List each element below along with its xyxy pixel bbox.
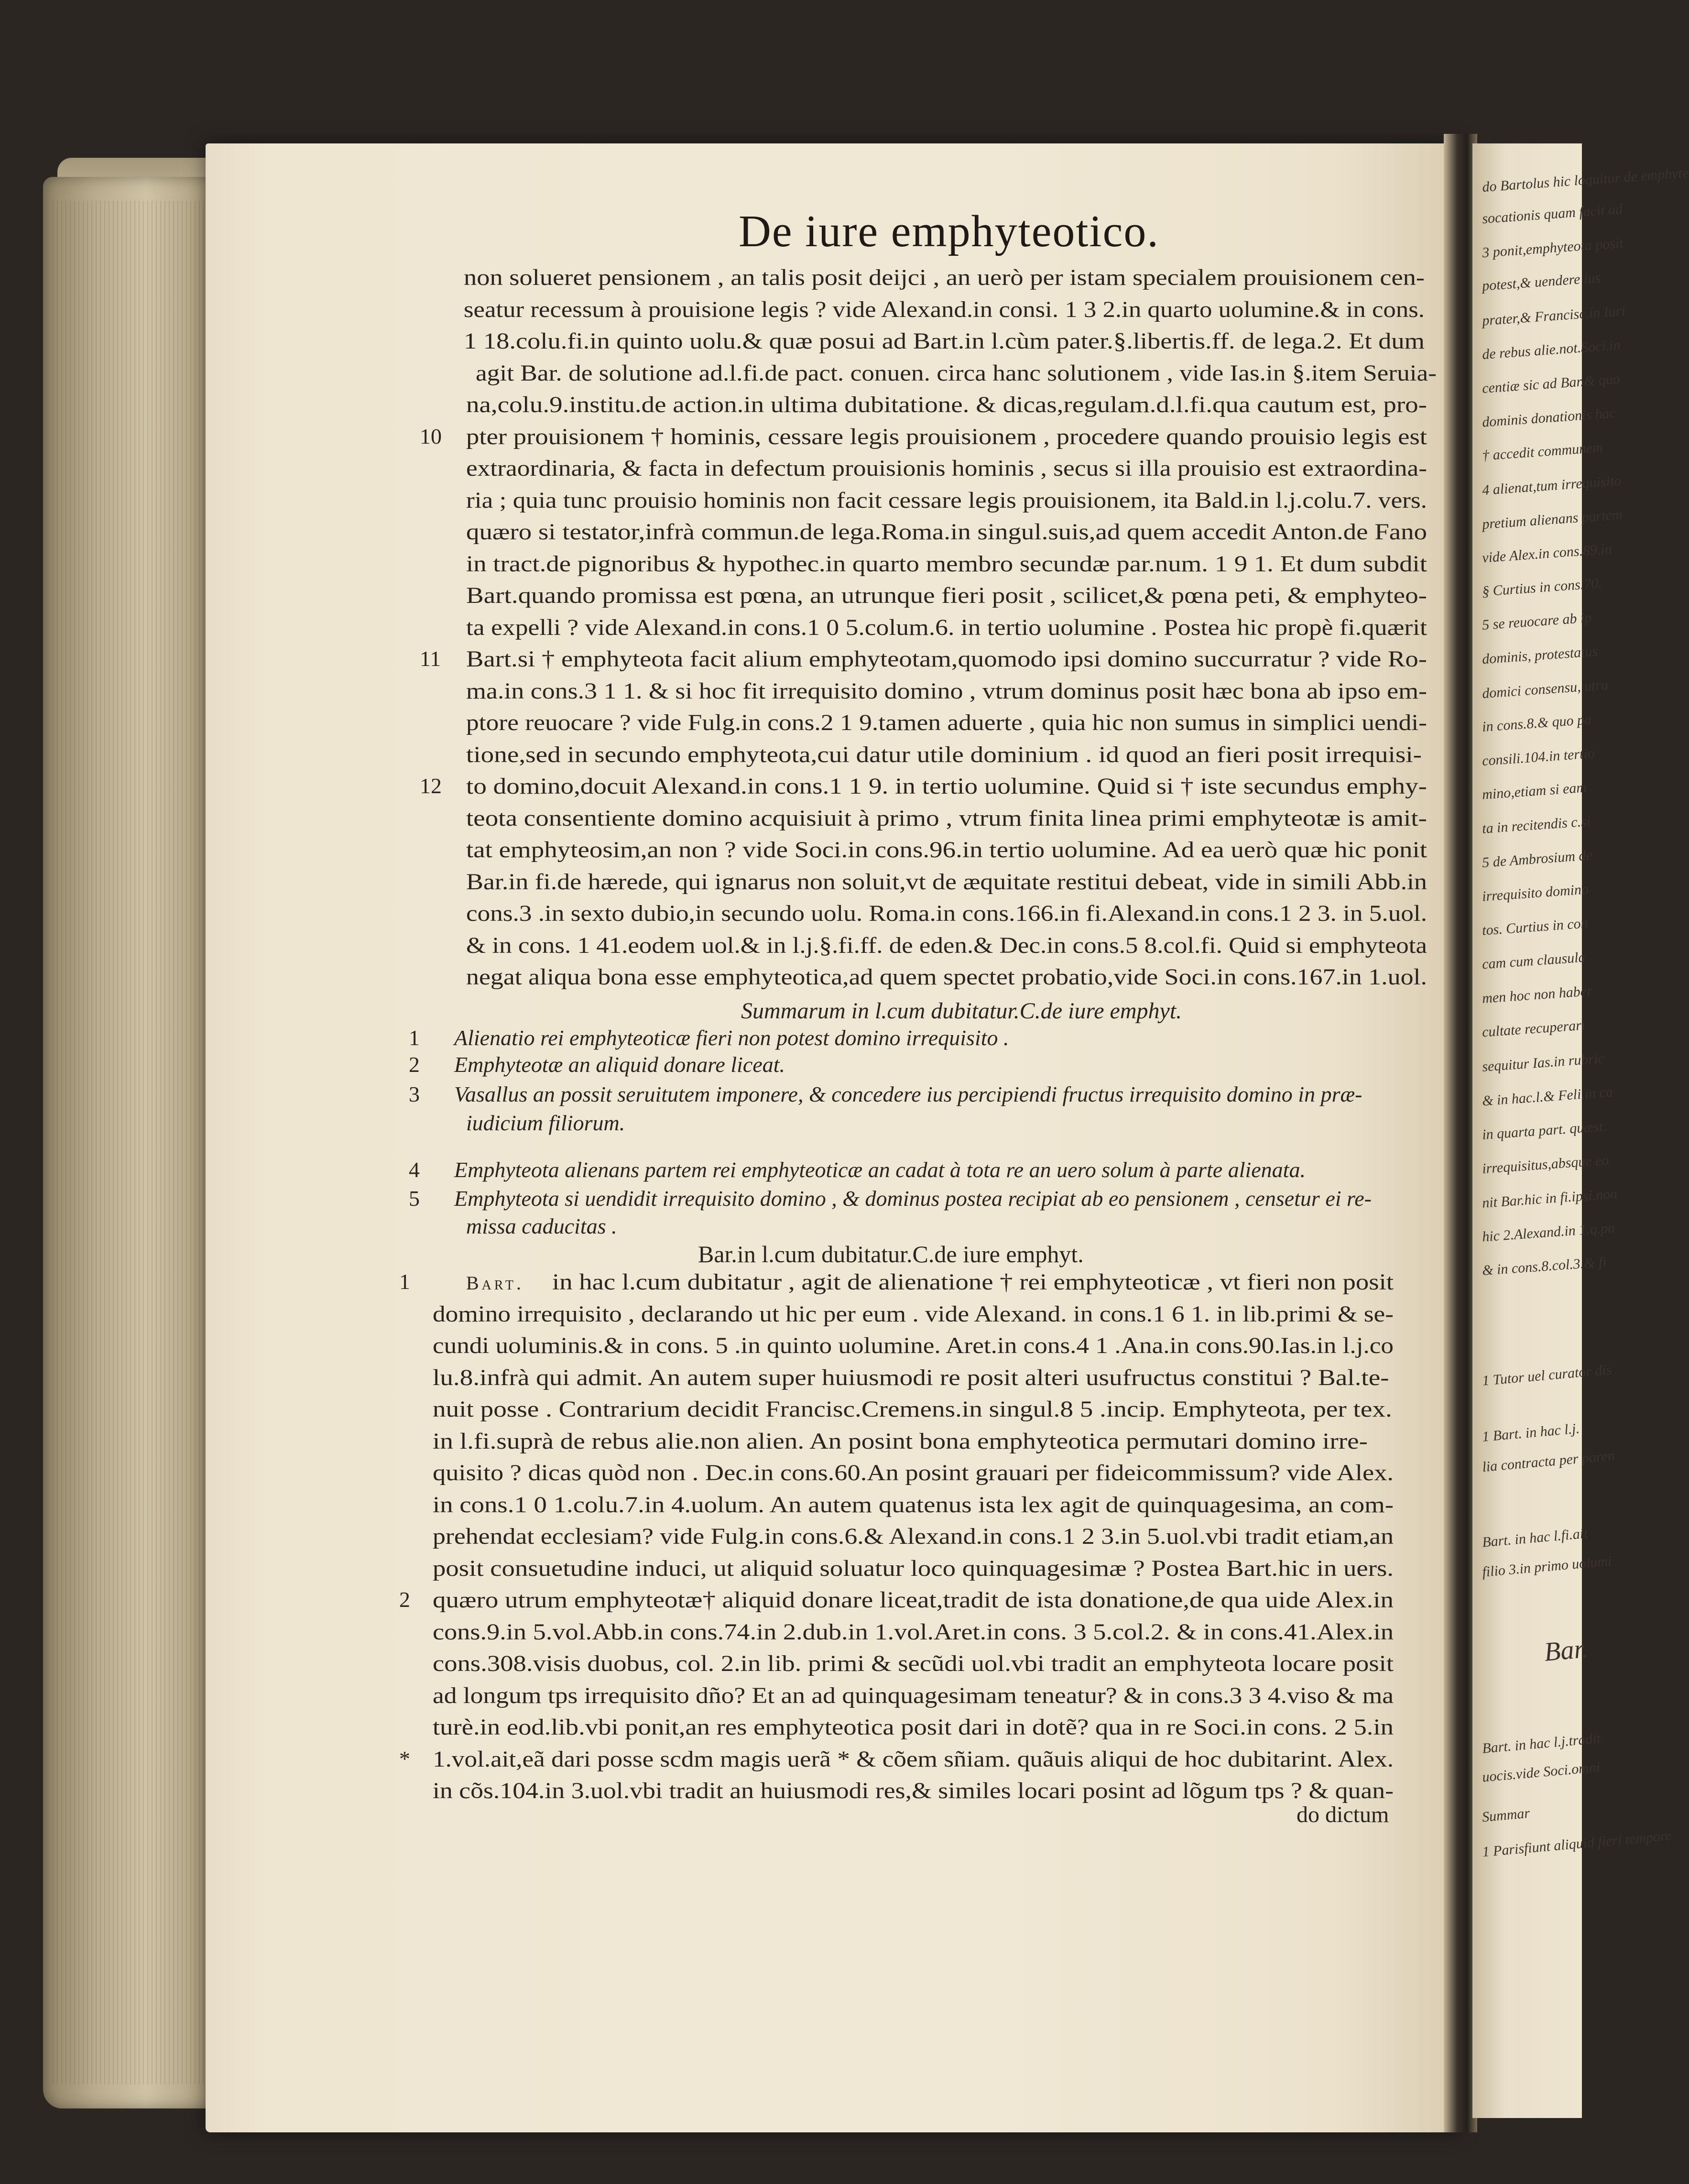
- text-line: 1 18.colu.fi.in quinto uolu.& quæ posui ad Bart.in l.cùm pater.§.libertis.ff. de lega.2. Et dum: [464, 328, 1425, 354]
- text-line: pter prouisionem † hominis, cessare legis prouisionem , procedere quando prouisio legis est: [466, 424, 1427, 449]
- text-line: tione,sed in secundo emphyteota,cui datur utile dominium . id quod an fieri posit irrequisi-: [466, 742, 1422, 767]
- facing-page-line: § Curtius in cons.70.: [1482, 575, 1602, 600]
- text-line: prehendat ecclesiam? vide Fulg.in cons.6.& Alexand.in cons.1 2 3.in 5.uol.vbi tradit etiam,an: [433, 1524, 1394, 1549]
- bart-label: Bart.: [466, 1272, 524, 1294]
- text-line: Bart.quando promissa est pœna, an utrunque fieri posit , scilicet,& pœna peti, & emphyteo-: [466, 583, 1427, 608]
- facing-page-note: 1 Parisfiunt aliquid fieri tempore: [1482, 1827, 1672, 1860]
- facing-page-note: Summar: [1481, 1805, 1531, 1825]
- summary-item: Vasallus an possit seruitutem imponere, & concedere ius percipiendi fructus irrequisito domino in præ-: [454, 1082, 1362, 1106]
- text-line: in tract.de pignoribus & hypothec.in quarto membro secundæ par.num. 1 9 1. Et dum subdit: [466, 551, 1427, 577]
- facing-page-line: consili.104.in tertio: [1482, 745, 1595, 769]
- summary-number: 5: [409, 1186, 420, 1211]
- facing-page-line: centiæ sic ad Bar.& quo: [1482, 371, 1621, 397]
- facing-page-line: in cons.8.& quo pa: [1482, 711, 1592, 735]
- margin-number: 11: [420, 646, 441, 671]
- facing-page-line: 5 se reuocare ab ip: [1482, 610, 1592, 633]
- margin-number: 12: [420, 774, 442, 798]
- text-line: cons.308.visis duobus, col. 2.in lib. primi & secũdi uol.vbi tradit an emphyteota locare posit: [433, 1651, 1394, 1676]
- facing-page-line: socationis quam facit ad: [1482, 201, 1623, 227]
- catchword: do dictum: [1297, 1802, 1389, 1827]
- text-line: domino irrequisito , declarando ut hic per eum . vide Alexand. in cons.1 6 1. in lib.primi & se-: [433, 1301, 1394, 1327]
- text-line: ma.in cons.3 1 1. & si hoc fit irrequisito domino , vtrum dominus posit hæc bona ab ipso em-: [466, 678, 1427, 704]
- facing-page-line: † accedit communem: [1482, 439, 1604, 464]
- facing-page-line: ta in recitendis c.si: [1482, 813, 1591, 837]
- text-line: in cons.1 0 1.colu.7.in 4.uolum. An autem quatenus ista lex agit de quinquagesima, an com-: [433, 1492, 1394, 1518]
- text-line: cons.3 .in sexto dubio,in secundo uolu. Roma.in cons.166.in fi.Alexand.in cons.1 2 3. in 5.uol.: [466, 901, 1427, 926]
- facing-page-line: cam cum clausula: [1482, 949, 1586, 972]
- facing-page-line: 5 de Ambrosium de: [1482, 847, 1593, 871]
- facing-page-note: Bart. in hac l.j.tradit: [1481, 1730, 1602, 1757]
- text-line: ta expelli ? vide Alexand.in cons.1 0 5.colum.6. in tertio uolumine . Postea hic propè fi.quærit: [466, 614, 1427, 640]
- summary-title: Summarum in l.cum dubitatur.C.de iure emphyt.: [741, 998, 1182, 1024]
- facing-page-line: 4 alienat,tum irrequisito: [1482, 472, 1622, 499]
- running-head: De iure emphyteotico.: [739, 207, 1159, 256]
- text-line: to domino,docuit Alexand.in cons.1 1 9. in tertio uolumine. Quid si † iste secundus emphy-: [466, 774, 1427, 799]
- text-line: extraordinaria, & facta in defectum prouisionis hominis , secus si illa prouisio est extraordina-: [466, 456, 1427, 481]
- text-line: 1.vol.ait,eã dari posse scdm magis uerã * & cõem sñiam. quãuis aliqui de hoc dubitarint. Alex.: [433, 1746, 1394, 1772]
- text-line: in hac l.cum dubitatur , agit de alienatione † rei emphyteoticæ , vt fieri non posit: [552, 1269, 1394, 1295]
- summary-number: 1: [409, 1026, 420, 1050]
- facing-page-line: de rebus alie.not.Soci.in: [1482, 337, 1621, 363]
- facing-page-line: cultate recuperari: [1482, 1017, 1586, 1040]
- text-line: in l.fi.suprà de rebus alie.non alien. An posint bona emphyteotica permutari domino irre-: [433, 1428, 1368, 1454]
- margin-number: 2: [399, 1587, 410, 1612]
- facing-page-note: Bart. in hac l.fi.ait: [1481, 1525, 1589, 1551]
- text-line: non solueret pensionem , an talis posit deijci , an uerò per istam specialem prouisionem cen-: [464, 265, 1425, 290]
- text-line: ptore reuocare ? vide Fulg.in cons.2 1 9.tamen aduerte , quia hic non sumus in simplici uendi-: [466, 710, 1427, 735]
- summary-number: 4: [409, 1158, 420, 1182]
- text-line: seatur recessum à prouisione legis ? vide Alexand.in consi. 1 3 2.in quarto uolumine.& in cons.: [464, 296, 1425, 322]
- margin-number: *: [399, 1746, 410, 1771]
- facing-page-note: uocis.vide Soci.omni: [1481, 1759, 1601, 1785]
- facing-page-line: nit Bar.hic in fi.ipsi.non: [1482, 1186, 1618, 1211]
- facing-page-line: in quarta part. quæst.: [1482, 1118, 1607, 1143]
- text-line: agit Bar. de solutione ad.l.fi.de pact. conuen. circa hanc solutionem , vide Ias.in §.item Seruia-: [476, 360, 1437, 386]
- facing-page-line: & in cons.8.col.3.& fi: [1482, 1254, 1607, 1279]
- facing-page-line: potest,& uendere ius: [1482, 270, 1601, 294]
- summary-item: Emphyteota alienans partem rei emphyteoticæ an cadat à tota re an uero solum à parte alienata.: [454, 1158, 1306, 1182]
- facing-page-line: & in hac.l.& Feli.in ca: [1482, 1084, 1613, 1109]
- text-line: turè.in eod.lib.vbi ponit,an res emphyteotica posit dari in dotẽ? qua in re Soci.in cons. 2 5.in: [433, 1714, 1394, 1740]
- summary-item: Emphyteota si uendidit irrequisito domino , & dominus postea recipiat ab eo pensionem , censetur ei re-: [454, 1186, 1372, 1211]
- text-line: quæro utrum emphyteotæ† aliquid donare liceat,tradit de ista donatione,de qua uide Alex.in: [433, 1587, 1394, 1613]
- text-line: teota consentiente domino acquisiuit à primo , vtrum finita linea primi emphyteotæ is amit-: [466, 805, 1427, 831]
- facing-page-line: hic 2.Alexand.in 1.q.pa: [1482, 1220, 1616, 1245]
- facing-page-line: 3 ponit,emphyteota posit: [1482, 235, 1624, 261]
- text-line: cundi uoluminis.& in cons. 5 .in quinto uolumine. Aret.in cons.4 1 .Ana.in cons.90.Ias.in l.j.co: [433, 1333, 1394, 1358]
- facing-page-line: domici consensu, utru: [1482, 677, 1609, 702]
- facing-page-line: irrequisito domino: [1482, 881, 1589, 905]
- facing-page-note: 1 Tutor uel curator dis: [1482, 1362, 1613, 1389]
- text-line: Bart.si † emphyteota facit alium emphyteotam,quomodo ipsi domino succurratur ? vide Ro-: [466, 646, 1427, 672]
- facing-page-note: lia contracta per paren: [1482, 1447, 1615, 1475]
- text-line: quisito ? dicas quòd non . Dec.in cons.60.An posint grauari per fideicommissum? vide Alex.: [433, 1460, 1394, 1485]
- facing-page-line: mino,etiam si eam: [1482, 779, 1587, 803]
- facing-page-line: pretium alienans partem: [1482, 506, 1623, 533]
- text-line: quæro si testator,infrà commun.de lega.Roma.in singul.suis,ad quem accedit Anton.de Fano: [466, 519, 1427, 545]
- text-line: ria ; quia tunc prouisio hominis non facit cessare legis prouisionem, ita Bald.in l.j.colu.7. vers.: [466, 487, 1427, 513]
- facing-page-line: do Bartolus hic loquitur de emphyte: [1482, 164, 1689, 196]
- facing-page-note: filio 3.in primo uolumi: [1482, 1553, 1613, 1580]
- text-line: posit consuetudine induci, ut aliquid soluatur loco quinquagesimæ ? Postea Bart.hic in uers.: [433, 1555, 1394, 1581]
- facing-page-line: dominis donationis hac: [1482, 405, 1616, 430]
- text-line: lu.8.infrà qui admit. An autem super huiusmodi re posit alteri usufructus constitui ? Bal.te-: [433, 1365, 1389, 1390]
- facing-page: [1472, 143, 1689, 2118]
- summary-number: 2: [409, 1052, 420, 1077]
- summary-item: Emphyteotæ an aliquid donare liceat.: [454, 1052, 785, 1077]
- text-line: nuit posse . Contrarium decidit Francisc.Cremens.in singul.8 5 .incip. Emphyteota, per tex.: [433, 1397, 1392, 1422]
- summary-number: 3: [409, 1082, 420, 1106]
- commentary-heading: Bar.in l.cum dubitatur.C.de iure emphyt.: [698, 1241, 1084, 1267]
- facing-page-note: 1 Bart. in hac l.j.: [1481, 1420, 1580, 1445]
- text-line: negat aliqua bona esse emphyteotica,ad quem spectet probatio,vide Soci.in cons.167.in 1.uol.: [466, 964, 1427, 990]
- text-line: ad longum tps irrequisito dño? Et an ad quinquagesimam teneatur? & in cons.3 3 4.viso & ma: [433, 1682, 1394, 1708]
- text-line: tat emphyteosim,an non ? vide Soci.in cons.96.in tertio uolumine. Ad ea uerò quæ hic ponit: [466, 837, 1427, 863]
- facing-page-line: vide Alex.in cons.89.in: [1482, 541, 1613, 566]
- summary-item: missa caducitas .: [466, 1214, 617, 1238]
- facing-page-note: Bar.: [1543, 1634, 1590, 1667]
- text-line: in cõs.104.in 3.uol.vbi tradit an huiusmodi res,& similes locari posint ad lõgum tps ? & quan-: [433, 1778, 1394, 1803]
- summary-item: iudicium filiorum.: [466, 1111, 625, 1135]
- facing-page-line: prater,& Francisc.in Iuri: [1482, 303, 1626, 329]
- margin-number: 10: [420, 424, 442, 448]
- text-line: & in cons. 1 41.eodem uol.& in l.j.§.fi.ff. de eden.& Dec.in cons.5 8.col.fi. Quid si emphyteota: [466, 932, 1427, 958]
- facing-page-line: men hoc non haber: [1482, 983, 1593, 1007]
- facing-page-line: sequitur Ias.in rubric: [1482, 1050, 1605, 1075]
- facing-page-line: irrequisitus,absque eo: [1482, 1152, 1610, 1177]
- summary-item: Alienatio rei emphyteoticæ fieri non potest domino irrequisito .: [454, 1026, 1009, 1050]
- text-line: Bar.in fi.de hærede, qui ignarus non soluit,vt de æquitate restitui debeat, vide in simili Abb.in: [466, 869, 1427, 895]
- facing-page-line: tos. Curtius in con: [1482, 915, 1589, 939]
- text-line: cons.9.in 5.vol.Abb.in cons.74.in 2.dub.in 1.vol.Aret.in cons. 3 5.col.2. & in cons.41.Alex.in: [433, 1619, 1394, 1645]
- margin-number: 1: [399, 1269, 410, 1294]
- book-page-edges: [53, 201, 206, 2085]
- text-line: na,colu.9.institu.de action.in ultima dubitatione. & dicas,regulam.d.l.fi.qua cautum est, pro-: [466, 392, 1427, 417]
- facing-page-line: dominis, protestatus: [1482, 643, 1599, 667]
